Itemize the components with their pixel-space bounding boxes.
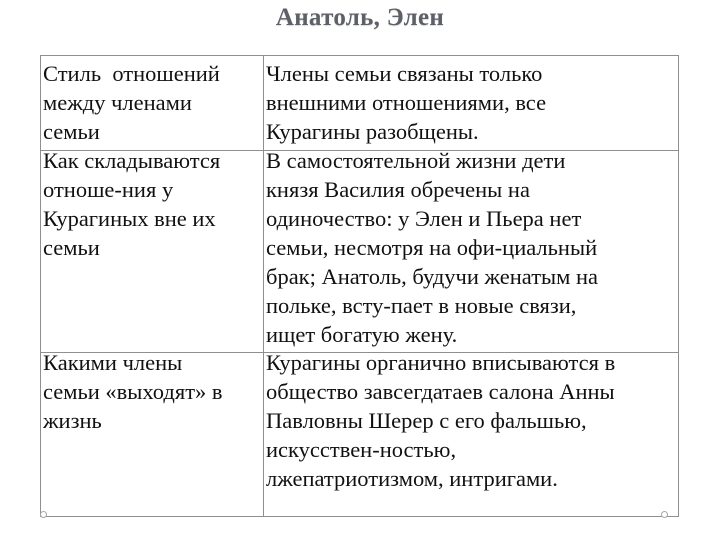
column-divider [263,56,264,516]
question-cell-2: Как складываются отноше-ния у Курагиных вне их семьи [43,148,221,260]
answer-cell-1: Члены семьи связаны только внешними отношениями, все Курагины разобщены. [266,61,547,144]
corner-dot-right [661,511,668,518]
slide-title: Анатоль, Элен [275,4,445,31]
question-cell-3: Какими члены семьи «выходят» в жизнь [43,350,223,433]
answer-cell-3: Курагины органично вписываются в общество завсегдатаев салона Анны Павловны Шерер с его фальшью, искусствен-ностью, лжепатриотизмом, интригами. [266,350,616,491]
content-table [40,55,679,517]
answer-cell-2: В самостоятельной жизни дети князя Василия обречены на одиночество: у Элен и Пьера нет семьи, несмотря на офи-циальный брак; Анатоль, будучи женатым на польке, всту-пает в новые связи, ищет богатую жену. [266,148,599,347]
question-cell-1: Стиль отношений между членами семьи [43,61,220,144]
corner-dot-left [40,511,47,518]
